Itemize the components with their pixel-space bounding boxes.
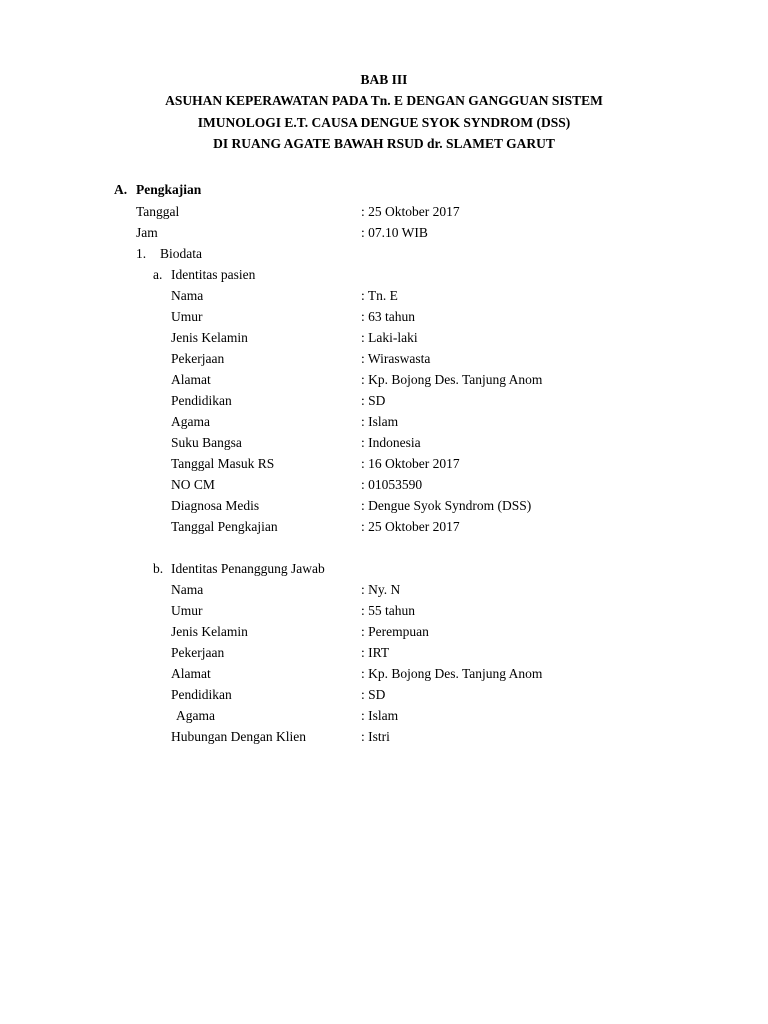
field-label: Agama xyxy=(176,708,215,723)
field-label: Jenis Kelamin xyxy=(171,330,248,345)
field-label: Alamat xyxy=(171,666,211,681)
document-title-line-2: IMUNOLOGI E.T. CAUSA DENGUE SYOK SYNDROM (DSS) xyxy=(197,115,571,130)
section-marker: A. xyxy=(114,182,128,197)
field-value: : 07.10 WIB xyxy=(361,225,428,240)
field-label: Diagnosa Medis xyxy=(171,498,260,513)
field-label: Jenis Kelamin xyxy=(171,624,248,639)
field-value: : 16 Oktober 2017 xyxy=(361,456,460,471)
list-title: Identitas pasien xyxy=(171,267,256,282)
field-value: : Kp. Bojong Des. Tanjung Anom xyxy=(361,372,543,387)
field-value: : 01053590 xyxy=(361,477,423,492)
field-label: Hubungan Dengan Klien xyxy=(171,729,306,744)
field-label: Pekerjaan xyxy=(171,645,225,660)
field-value: : Ny. N xyxy=(361,582,401,597)
field-label: NO CM xyxy=(171,477,215,492)
field-value: : 63 tahun xyxy=(361,309,415,324)
field-label: Pendidikan xyxy=(171,687,232,702)
field-label: Agama xyxy=(171,414,210,429)
field-label: Pekerjaan xyxy=(171,351,225,366)
field-label: Jam xyxy=(136,225,158,240)
field-value: : Laki-laki xyxy=(361,330,418,345)
field-label: Nama xyxy=(171,288,204,303)
field-label: Tanggal Pengkajian xyxy=(171,519,278,534)
list-title: Identitas Penanggung Jawab xyxy=(171,561,325,576)
subsection-marker: 1. xyxy=(136,246,147,261)
list-marker: a. xyxy=(153,267,163,282)
list-marker: b. xyxy=(153,561,164,576)
field-value: : Islam xyxy=(361,708,399,723)
field-value: : SD xyxy=(361,393,386,408)
field-value: : SD xyxy=(361,687,386,702)
field-label: Umur xyxy=(171,309,203,324)
field-label: Pendidikan xyxy=(171,393,232,408)
section-title: Pengkajian xyxy=(136,182,202,197)
field-label: Suku Bangsa xyxy=(171,435,242,450)
field-value: : 55 tahun xyxy=(361,603,415,618)
field-value: : Islam xyxy=(361,414,399,429)
field-value: : Istri xyxy=(361,729,390,744)
field-label: Umur xyxy=(171,603,203,618)
field-value: : Perempuan xyxy=(361,624,429,639)
chapter-title: BAB III xyxy=(360,72,408,87)
field-label: Tanggal Masuk RS xyxy=(171,456,275,471)
field-value: : Kp. Bojong Des. Tanjung Anom xyxy=(361,666,543,681)
field-value: : 25 Oktober 2017 xyxy=(361,519,460,534)
field-label: Tanggal xyxy=(136,204,180,219)
field-label: Alamat xyxy=(171,372,211,387)
field-value: : Tn. E xyxy=(361,288,398,303)
field-value: : Indonesia xyxy=(361,435,421,450)
field-value: : 25 Oktober 2017 xyxy=(361,204,460,219)
field-value: : IRT xyxy=(361,645,390,660)
document-title-line-3: DI RUANG AGATE BAWAH RSUD dr. SLAMET GARUT xyxy=(213,136,555,151)
field-value: : Dengue Syok Syndrom (DSS) xyxy=(361,498,532,513)
field-label: Nama xyxy=(171,582,204,597)
field-value: : Wiraswasta xyxy=(361,351,431,366)
document-title-line-1: ASUHAN KEPERAWATAN PADA Tn. E DENGAN GANGGUAN SISTEM xyxy=(165,93,603,108)
subsection-title: Biodata xyxy=(160,246,202,261)
